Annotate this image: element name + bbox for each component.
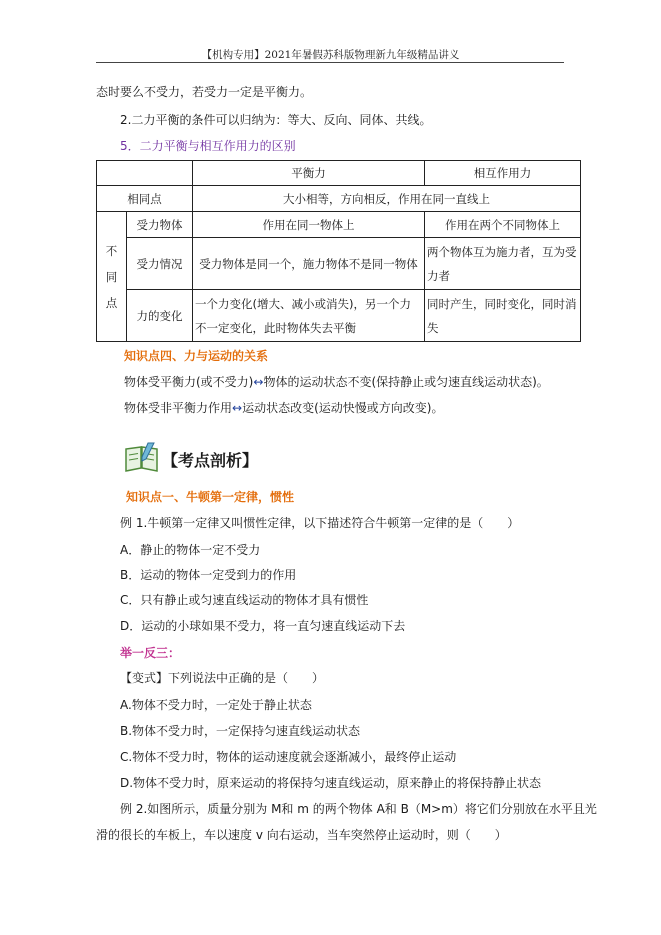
table-corner (97, 161, 193, 186)
kp4-line-2-effect: 运动状态改变(运动快慢或方向改变)。 (242, 401, 444, 415)
kp4-line-2 (124, 400, 443, 416)
variant-option: B.物体不受力时，一定保持匀速直线运动状态 (120, 724, 361, 738)
kp4-line-1 (124, 374, 549, 390)
row-balance: 一个力变化(增大、减小或消失)，另一个力不一定变化，此时物体失去平衡 (193, 290, 425, 342)
header-rule (96, 62, 564, 63)
comparison-table (96, 160, 581, 342)
kp1-title: 知识点一、牛顿第一定律，惯性 (126, 490, 295, 504)
same-label: 相同点 (97, 186, 193, 212)
example2-line-1: 例 2.如图所示，质量分别为 M和 m 的两个物体 A和 B（M>m）将它们分别放在水平且光 (120, 802, 597, 816)
variant-heading: 举一反三： (120, 646, 181, 660)
same-value: 大小相等，方向相反，作用在同一直线上 (193, 186, 581, 212)
example1-option: A．静止的物体一定不受力 (120, 543, 261, 557)
row-interaction: 两个物体互为施力者，互为受力者 (425, 238, 581, 290)
example1-question: 例 1.牛顿第一定律又叫惯性定律，以下描述符合牛顿第一定律的是（ ） (120, 516, 520, 530)
header-balance: 平衡力 (193, 161, 425, 186)
row-label: 受力物体 (127, 212, 193, 238)
row-label: 力的变化 (127, 290, 193, 342)
kp4-line-1-cause: 物体受平衡力(或不受力) (124, 375, 254, 389)
text-line-1: 态时要么不受力，若受力一定是平衡力。 (96, 85, 313, 99)
variant-option: D.物体不受力时，原来运动的将保持匀速直线运动，原来静止的将保持静止状态 (120, 776, 542, 790)
variant-question: 【变式】下列说法中正确的是（ ） (120, 671, 325, 685)
diff-label: 不同点 (97, 212, 127, 342)
row-interaction: 同时产生，同时变化，同时消失 (425, 290, 581, 342)
row-balance: 作用在同一物体上 (193, 212, 425, 238)
kp4-line-1-effect: 物体的运动状态不变(保持静止或匀速直线运动状态)。 (263, 375, 549, 389)
kp4-line-2-cause: 物体受非平衡力作用 (124, 401, 233, 415)
section-5-title: 5．二力平衡与相互作用力的区别 (120, 139, 296, 153)
text-line-2: 2.二力平衡的条件可以归纳为：等大、反向、同体、共线。 (120, 113, 432, 127)
row-balance: 受力物体是同一个，施力物体不是同一物体 (193, 238, 425, 290)
example1-option: D．运动的小球如果不受力，将一直匀速直线运动下去 (120, 619, 406, 633)
example2-line-2: 滑的很长的车板上，车以速度 v 向右运动，当车突然停止运动时，则（ ） (96, 828, 507, 842)
header-interaction: 相互作用力 (425, 161, 581, 186)
example1-option: B．运动的物体一定受到力的作用 (120, 568, 297, 582)
analysis-title: 【考点剖析】 (162, 451, 259, 470)
page-header: 【机构专用】2021年暑假苏科版物理新九年级精品讲义 (201, 49, 460, 61)
row-interaction: 作用在两个不同物体上 (425, 212, 581, 238)
variant-option: A.物体不受力时，一定处于静止状态 (120, 698, 312, 712)
row-label: 受力情况 (127, 238, 193, 290)
double-arrow-icon: ↔ (232, 401, 243, 415)
kp4-title: 知识点四、力与运动的关系 (124, 349, 269, 363)
book-pencil-icon (124, 441, 160, 473)
variant-option: C.物体不受力时，物体的运动速度就会逐渐减小，最终停止运动 (120, 750, 457, 764)
double-arrow-icon: ↔ (253, 375, 264, 389)
example1-option: C．只有静止或匀速直线运动的物体才具有惯性 (120, 593, 369, 607)
